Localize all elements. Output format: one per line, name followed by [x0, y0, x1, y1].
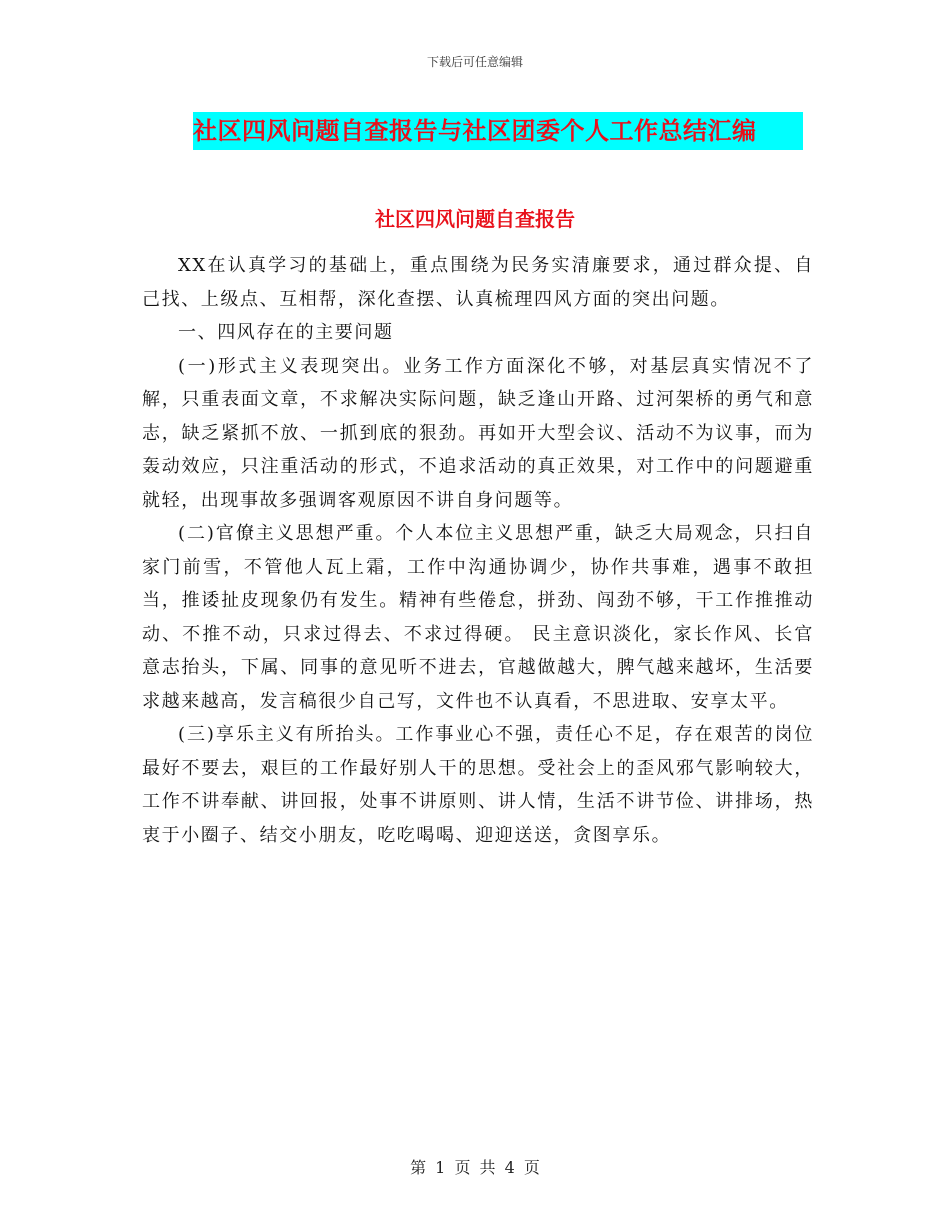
body-text — [142, 249, 814, 852]
section-title: 社区四风问题自查报告 — [375, 207, 575, 231]
paragraph: (一)形式主义表现突出。业务工作方面深化不够，对基层真实情况不了解，只重表面文章，不求解决实际问题，缺乏逢山开路、过河架桥的勇气和意志，缺乏紧抓不放、一抓到底的狠劲。再如开大型会议、活动不为议事，而为轰动效应，只注重活动的形式，不追求活动的真正效果，对工作中的问题避重就轻，出现事故多强调客观原因不讲自身问题等。 — [142, 355, 814, 511]
page-number: 第 1 页 共 4 页 — [410, 1158, 540, 1177]
paragraph: 一、四风存在的主要问题 — [178, 322, 394, 343]
header-note: 下载后可任意编辑 — [426, 55, 523, 69]
main-title: 社区四风问题自查报告与社区团委个人工作总结汇编 — [193, 116, 757, 145]
paragraph: (三)享乐主义有所抬头。工作事业心不强，责任心不足，存在艰苦的岗位最好不要去，艰巨的工作最好别人干的思想。受社会上的歪风邪气影响较大，工作不讲奉献、讲回报，处事不讲原则、讲人情，生活不讲节俭、讲排场，热衷于小圈子、结交小朋友，吃吃喝喝、迎迎送送，贪图享乐。 — [142, 724, 814, 846]
paragraph: XX在认真学习的基础上，重点围绕为民务实清廉要求，通过群众提、自己找、上级点、互相帮，深化查摆、认真梳理四风方面的突出问题。 — [142, 255, 814, 310]
paragraph: (二)官僚主义思想严重。个人本位主义思想严重，缺乏大局观念，只扫自家门前雪，不管他人瓦上霜，工作中沟通协调少，协作共事难，遇事不敢担当，推诿扯皮现象仍有发生。精神有些倦怠，拼劲、闯劲不够，干工作推推动动、不推不动，只求过得去、不求过得硬。 民主意识淡化，家长作风、长官意志抬头，下属、同事的意见听不进去，官越做越大，脾气越来越坏，生活要求越来越高，发言稿很少自己写，文件也不认真看，不思进取、安享太平。 — [142, 523, 814, 712]
